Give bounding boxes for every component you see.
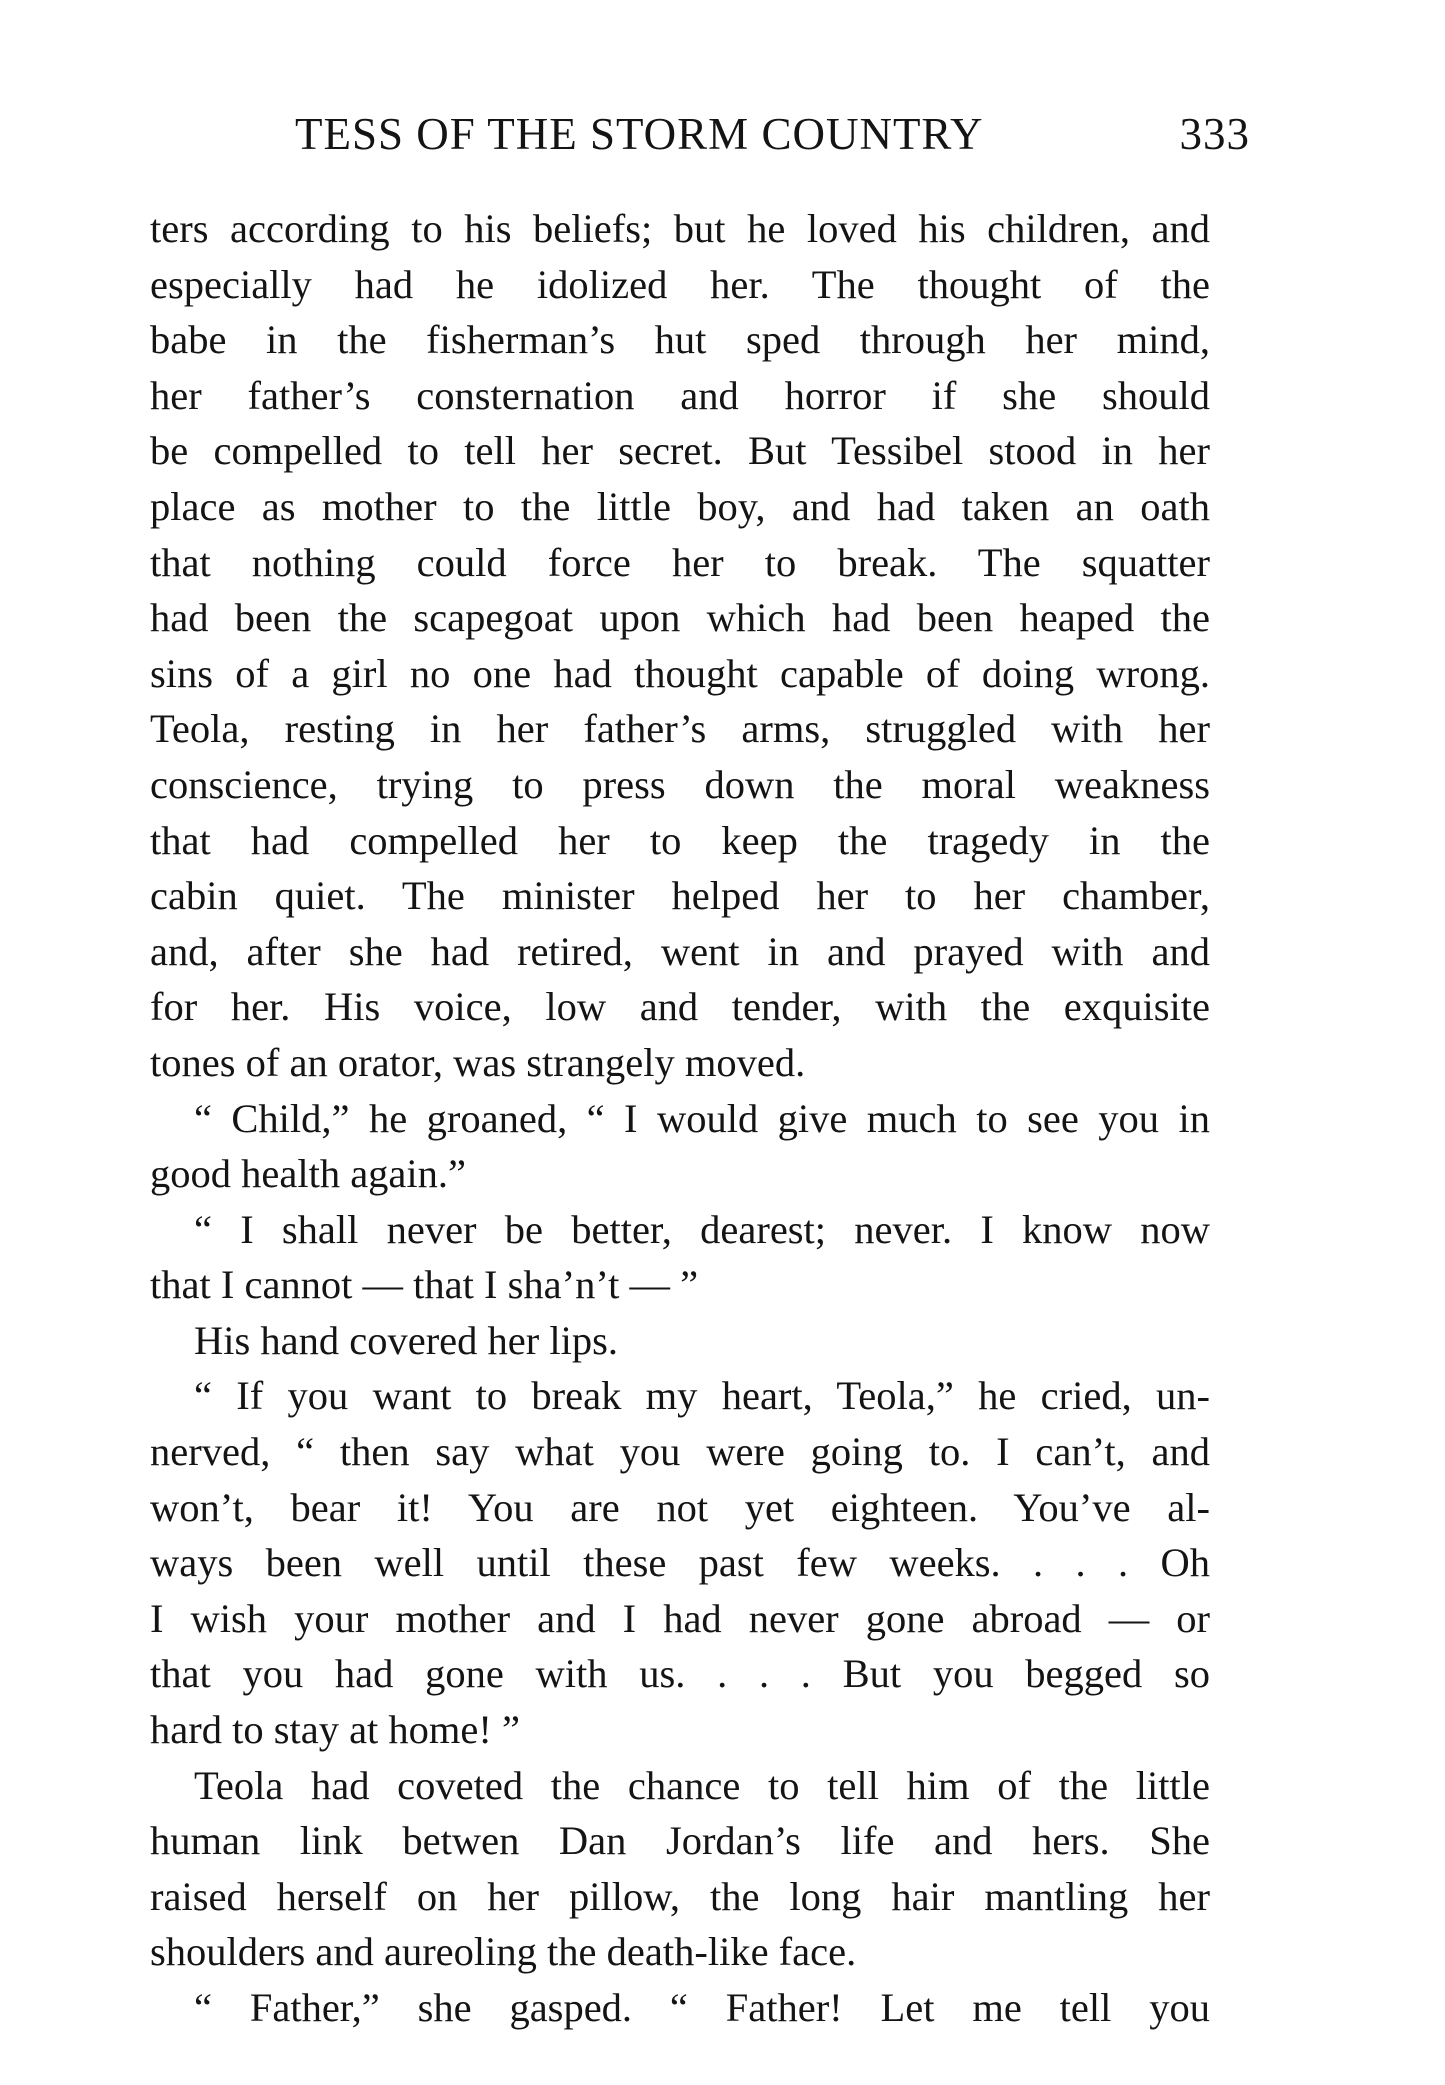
- text-line: His hand covered her lips.: [194, 1317, 619, 1363]
- text-line: good health again.”: [150, 1151, 467, 1197]
- text-line: “ I shall never be better, dearest; never. I know now: [194, 1206, 1210, 1252]
- text-line: that nothing could force her to break. The squatter: [150, 539, 1210, 585]
- text-line: won’t, bear it! You are not yet eighteen. You’ve al-: [150, 1484, 1210, 1530]
- text-line: and, after she had retired, went in and prayed with and: [150, 928, 1210, 974]
- text-line: hard to stay at home! ”: [150, 1707, 520, 1753]
- text-line: ways been well until these past few weeks. . . . Oh: [150, 1540, 1210, 1586]
- text-line: “ If you want to break my heart, Teola,” he cried, un-: [194, 1373, 1210, 1419]
- text-line: Teola, resting in her father’s arms, struggled with her: [150, 706, 1210, 752]
- text-line: that had compelled her to keep the tragedy in the: [150, 817, 1210, 863]
- text-line: human link betwen Dan Jordan’s life and hers. She: [150, 1818, 1210, 1864]
- text-line: place as mother to the little boy, and had taken an oath: [150, 483, 1210, 529]
- text-line: had been the scapegoat upon which had been heaped the: [150, 595, 1210, 641]
- running-title: TESS OF THE STORM COUNTRY: [295, 109, 984, 159]
- text-line: babe in the fisherman’s hut sped through her mind,: [150, 317, 1210, 363]
- text-line: nerved, “ then say what you were going to. I can’t, and: [150, 1429, 1210, 1475]
- body-text: [150, 201, 1210, 2036]
- text-line: “ Father,” she gasped. “ Father! Let me tell you: [194, 1985, 1210, 2030]
- text-line: conscience, trying to press down the moral weakness: [150, 761, 1210, 807]
- text-line: ters according to his beliefs; but he loved his children, and: [150, 206, 1210, 251]
- text-line: Teola had coveted the chance to tell him of the little: [194, 1762, 1210, 1808]
- text-line: sins of a girl no one had thought capable of doing wrong.: [150, 650, 1210, 696]
- text-line: especially had he idolized her. The thought of the: [150, 261, 1210, 307]
- text-line: “ Child,” he groaned, “ I would give much to see you in: [194, 1095, 1210, 1141]
- text-line: that you had gone with us. . . . But you begged so: [150, 1651, 1210, 1697]
- text-line: cabin quiet. The minister helped her to her chamber,: [150, 873, 1210, 919]
- text-line: that I cannot — that I sha’n’t — ”: [150, 1262, 699, 1308]
- text-line: her father’s consternation and horror if she should: [150, 372, 1210, 418]
- text-line: raised herself on her pillow, the long hair mantling her: [150, 1873, 1210, 1919]
- text-line: I wish your mother and I had never gone abroad — or: [150, 1595, 1210, 1641]
- text-line: tones of an orator, was strangely moved.: [150, 1039, 806, 1085]
- text-line: shoulders and aureoling the death-like face.: [150, 1929, 857, 1975]
- text-line: for her. His voice, low and tender, with the exquisite: [150, 984, 1210, 1030]
- running-header: [295, 108, 1250, 168]
- text-line: be compelled to tell her secret. But Tessibel stood in her: [150, 428, 1210, 474]
- page-number: 333: [1179, 109, 1250, 159]
